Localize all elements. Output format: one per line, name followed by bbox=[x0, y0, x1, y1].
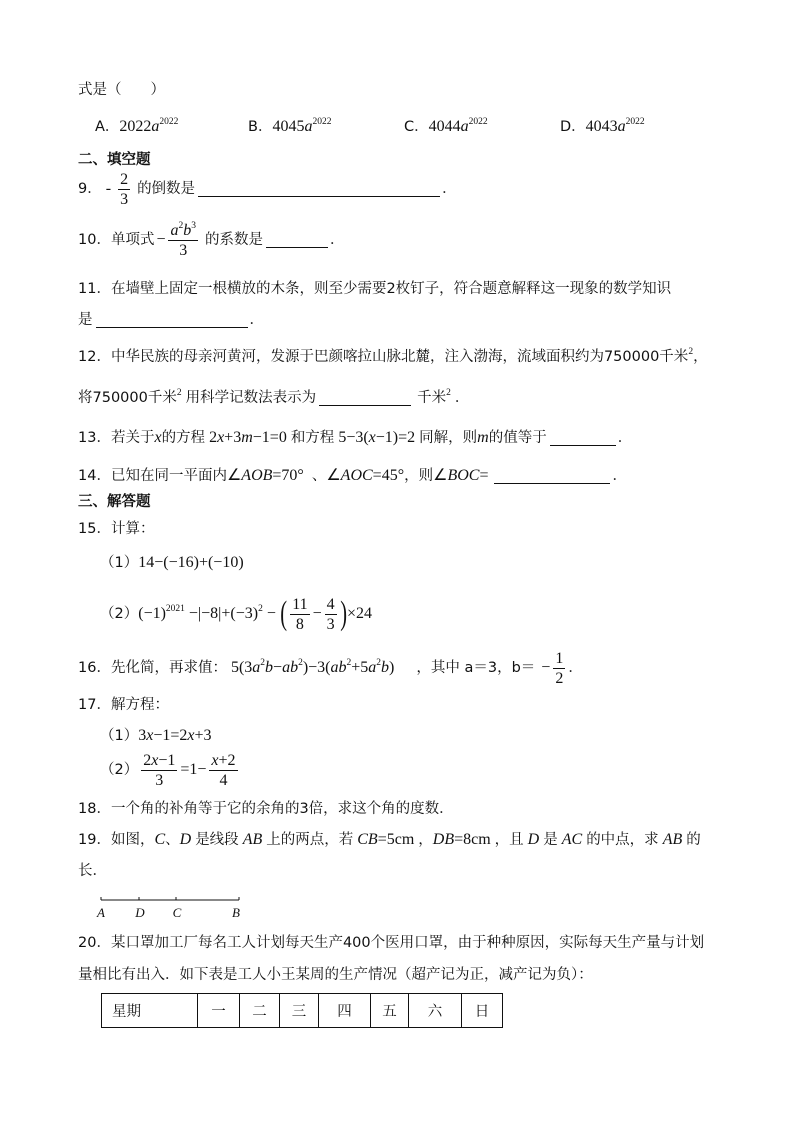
minus-sign: − bbox=[541, 659, 551, 676]
variable: m bbox=[241, 429, 253, 446]
fraction-denominator: 3 bbox=[179, 241, 188, 259]
question-16 bbox=[78, 648, 583, 688]
question-text: 和方程 bbox=[290, 430, 335, 446]
left-paren: ( bbox=[280, 595, 287, 632]
variable: b bbox=[265, 659, 274, 676]
math-token: −1=0 bbox=[252, 429, 287, 446]
answer-blank bbox=[198, 180, 440, 197]
part-label: （2） bbox=[100, 762, 139, 778]
end-mark: ． bbox=[454, 390, 470, 406]
variable: b bbox=[338, 659, 347, 676]
question-text: 是 bbox=[78, 312, 93, 328]
option-label: A． bbox=[95, 119, 120, 135]
table-cell: 星期 bbox=[102, 994, 198, 1028]
exponent: 2 bbox=[176, 388, 182, 398]
label-b: B bbox=[232, 905, 240, 920]
numerator-expression bbox=[143, 752, 175, 769]
exponent: 2 bbox=[376, 658, 382, 668]
segment-name: DB bbox=[432, 831, 455, 848]
point-name: C bbox=[154, 831, 166, 848]
question-14 bbox=[78, 456, 627, 496]
answer-blank bbox=[96, 311, 248, 328]
variable: b bbox=[381, 659, 390, 676]
math-token: −1=2 bbox=[153, 727, 188, 744]
minus-sign: - bbox=[105, 180, 112, 197]
variable: x bbox=[154, 429, 162, 446]
math-token: −1 bbox=[158, 751, 176, 769]
variable: b bbox=[290, 659, 299, 676]
exponent: 2022 bbox=[159, 117, 179, 127]
question-text: 同解，则 bbox=[419, 430, 478, 446]
variable: x bbox=[217, 429, 225, 446]
option-expression bbox=[119, 117, 178, 137]
question-8-stem-tail bbox=[78, 70, 165, 110]
math-token: +3 bbox=[224, 429, 242, 446]
exponent: 2022 bbox=[468, 117, 488, 127]
option-label: B． bbox=[248, 119, 273, 135]
option-d bbox=[560, 107, 645, 147]
question-text: 用科学记数法表示为 bbox=[185, 390, 317, 406]
segment-name: AC bbox=[561, 831, 583, 848]
option-c bbox=[404, 107, 488, 147]
question-text: 式是（ ） bbox=[78, 82, 165, 98]
variable: a bbox=[252, 659, 261, 676]
part-label: （1） bbox=[100, 555, 139, 571]
point-name: D bbox=[179, 831, 192, 848]
power-term bbox=[138, 604, 185, 624]
option-expression bbox=[272, 117, 331, 137]
exponent: 2 bbox=[260, 658, 266, 668]
math-token: 3 bbox=[138, 727, 147, 744]
end-mark: ． bbox=[249, 312, 264, 328]
fraction-denominator: 4 bbox=[219, 771, 228, 789]
fraction-numerator bbox=[168, 222, 198, 241]
exponent: 2 bbox=[258, 604, 263, 614]
table-cell: 四 bbox=[319, 994, 371, 1028]
question-text: 单项式 bbox=[110, 232, 155, 248]
variable: a bbox=[170, 221, 179, 239]
coefficient: 4045 bbox=[272, 118, 305, 135]
table-cell: 日 bbox=[462, 994, 503, 1028]
fraction-denominator: 2 bbox=[555, 669, 564, 687]
point-name: D bbox=[527, 831, 540, 848]
question-text: 的中点，求 bbox=[586, 832, 659, 848]
question-17-part-2 bbox=[100, 750, 241, 790]
fraction-denominator: 3 bbox=[155, 771, 164, 789]
angle-value: =70° bbox=[272, 467, 304, 484]
equation-1 bbox=[209, 428, 287, 448]
variable: a bbox=[330, 659, 339, 676]
option-expression bbox=[586, 117, 645, 137]
answer-blank bbox=[319, 389, 411, 406]
equation-2 bbox=[338, 428, 415, 448]
variable: a bbox=[617, 118, 626, 135]
answer-blank bbox=[266, 231, 328, 248]
angle-aoc bbox=[326, 466, 404, 486]
segment-name: AB bbox=[662, 831, 683, 848]
question-text: 的 bbox=[686, 832, 701, 848]
separator: 、 bbox=[311, 468, 327, 484]
fraction bbox=[141, 752, 177, 789]
variable: b bbox=[183, 221, 192, 239]
question-text: 长． bbox=[78, 863, 107, 879]
question-19-line-2 bbox=[78, 851, 107, 891]
exponent: 2 bbox=[446, 388, 451, 398]
fraction bbox=[325, 596, 337, 633]
variable: a bbox=[460, 118, 469, 135]
question-12-line-1 bbox=[78, 337, 708, 377]
label-c: C bbox=[172, 905, 182, 920]
right-paren: ) bbox=[339, 595, 347, 632]
end-mark: ． bbox=[617, 430, 633, 446]
section-title: 三、解答题 bbox=[78, 494, 151, 510]
math-token: (−1) bbox=[138, 605, 166, 622]
fraction-numerator: 1 bbox=[555, 649, 564, 667]
variable: x bbox=[187, 727, 195, 744]
production-table bbox=[101, 993, 503, 1028]
section-title: 二、填空题 bbox=[78, 152, 151, 168]
question-number: 13． bbox=[78, 430, 111, 446]
question-text: 20．某口罩加工厂每名工人计划每天生产400个医用口罩，由于种种原因，实际每天生产量与计划 bbox=[78, 935, 705, 951]
table-cell: 三 bbox=[280, 994, 319, 1028]
equals: = bbox=[479, 467, 489, 484]
text: ， bbox=[693, 349, 708, 365]
exponent: 3 bbox=[191, 220, 196, 231]
angle-name: BOC bbox=[447, 467, 480, 484]
question-text: 19．如图， bbox=[78, 832, 155, 848]
question-text: 若关于 bbox=[110, 430, 155, 446]
answer-blank bbox=[550, 429, 616, 446]
answer-blank bbox=[494, 467, 610, 484]
label-d: D bbox=[135, 905, 145, 920]
exponent: 2022 bbox=[312, 117, 332, 127]
math-token: −1)=2 bbox=[375, 429, 416, 446]
fraction-numerator bbox=[141, 752, 177, 771]
text: 12．中华民族的母亲河黄河，发源于巴颜喀拉山脉北麓，注入渤海，流域面积约为750000千米 bbox=[78, 349, 689, 365]
coefficient: 2022 bbox=[119, 118, 152, 135]
table-cell: 二 bbox=[240, 994, 280, 1028]
question-text: 11．在墙壁上固定一根横放的木条，则至少需要2枚钉子，符合题意解释这一现象的数学知识 bbox=[78, 281, 672, 297]
fraction bbox=[209, 752, 237, 789]
exponent: 2022 bbox=[625, 117, 645, 127]
question-text: 的倒数是 bbox=[137, 181, 196, 197]
variable: x bbox=[211, 751, 219, 769]
question-15-part-1 bbox=[100, 543, 244, 583]
question-text: 是线段 bbox=[195, 832, 239, 848]
question-text bbox=[78, 347, 708, 367]
question-15-part-2 bbox=[100, 594, 372, 634]
variable: a bbox=[368, 659, 377, 676]
question-text: ，且 bbox=[494, 832, 524, 848]
question-text: 已知在同一平面内 bbox=[110, 468, 227, 484]
math-token: ) bbox=[389, 659, 395, 676]
end-mark: ． bbox=[329, 232, 345, 248]
math-token: )−3( bbox=[302, 659, 331, 676]
text: 将750000千米 bbox=[78, 390, 177, 406]
math-token: =8cm bbox=[454, 831, 491, 848]
math-token: − bbox=[273, 659, 283, 676]
end-mark: ． bbox=[568, 660, 583, 676]
math-token: +3 bbox=[194, 727, 212, 744]
angle-symbol: ∠ bbox=[326, 467, 341, 484]
question-number: 9． bbox=[78, 181, 102, 197]
question-text bbox=[78, 388, 182, 408]
option-label: C． bbox=[404, 119, 429, 135]
question-text: 量相比有出入．如下表是工人小王某周的生产情况（超产记为正，减产记为负）： bbox=[78, 967, 593, 983]
question-text: 的值等于 bbox=[488, 430, 547, 446]
fraction-numerator: 11 bbox=[292, 595, 308, 613]
end-mark: ． bbox=[612, 468, 627, 484]
numerator-expression bbox=[211, 752, 235, 769]
question-text: 16．先化简，再求值： bbox=[78, 660, 227, 676]
minus-sign: − bbox=[312, 605, 322, 622]
variable: x bbox=[151, 751, 159, 769]
question-20-line-2 bbox=[78, 955, 593, 995]
angle-name: AOB bbox=[241, 467, 273, 484]
angle-aob bbox=[227, 466, 304, 486]
option-label: D． bbox=[560, 119, 586, 135]
segment-name: CB bbox=[357, 831, 378, 848]
question-text: ，其中 a＝3，b＝ bbox=[416, 660, 536, 676]
question-9 bbox=[78, 169, 457, 209]
fraction-denominator: 8 bbox=[295, 615, 304, 633]
math-token: 5−3( bbox=[338, 429, 369, 446]
segment-name: AB bbox=[242, 831, 263, 848]
fraction-numerator: 4 bbox=[326, 595, 335, 613]
part-label: （2） bbox=[100, 606, 139, 622]
fraction-numerator: 2 bbox=[120, 170, 129, 188]
angle-boc bbox=[433, 466, 488, 486]
math-token: 2 bbox=[143, 751, 152, 769]
expression: 14−(−16)+(−10) bbox=[138, 554, 244, 571]
variable: m bbox=[477, 429, 489, 446]
variable: a bbox=[304, 118, 313, 135]
question-text: 、 bbox=[165, 832, 180, 848]
segment-figure bbox=[92, 888, 252, 922]
question-19-line-1 bbox=[78, 820, 701, 860]
math-token: 2 bbox=[209, 429, 218, 446]
math-token: =5cm bbox=[377, 831, 415, 848]
math-token: +2 bbox=[218, 751, 236, 769]
table-cell: 五 bbox=[371, 994, 409, 1028]
question-number: 14． bbox=[78, 468, 111, 484]
fraction bbox=[168, 222, 198, 259]
equation bbox=[138, 726, 211, 746]
question-number: 10． bbox=[78, 232, 111, 248]
question-text: 17．解方程： bbox=[78, 697, 169, 713]
question-text: 的方程 bbox=[161, 430, 206, 446]
unit bbox=[417, 388, 451, 408]
question-text: 18．一个角的补角等于它的余角的3倍，求这个角的度数． bbox=[78, 801, 454, 817]
math-token: ×24 bbox=[346, 605, 372, 622]
coefficient: 4044 bbox=[428, 118, 461, 135]
text: 千米 bbox=[417, 390, 447, 406]
label-a: A bbox=[97, 905, 105, 920]
end-mark: ． bbox=[442, 181, 457, 197]
option-b bbox=[248, 107, 331, 147]
angle-symbol: ∠ bbox=[226, 467, 242, 484]
variable: x bbox=[368, 429, 376, 446]
fraction bbox=[553, 650, 565, 687]
variable: x bbox=[146, 727, 154, 744]
math-token: 5(3 bbox=[230, 659, 253, 676]
monomial bbox=[170, 222, 196, 239]
question-12-line-2 bbox=[78, 378, 469, 418]
exponent: 2 bbox=[346, 658, 352, 668]
question-text: ，则 bbox=[404, 468, 434, 484]
variable: a bbox=[151, 118, 160, 135]
angle-value: =45° bbox=[372, 467, 405, 484]
math-token: −|−8|+(−3) bbox=[188, 605, 259, 622]
question-10 bbox=[78, 220, 344, 260]
coefficient: 4043 bbox=[585, 118, 618, 135]
question-text: 上的两点，若 bbox=[266, 832, 354, 848]
fraction-denominator: 3 bbox=[120, 190, 129, 208]
minus-sign: − bbox=[156, 231, 166, 248]
angle-symbol: ∠ bbox=[433, 467, 448, 484]
table-cell: 六 bbox=[409, 994, 462, 1028]
exponent: 2 bbox=[178, 220, 184, 231]
table-cell: 一 bbox=[198, 994, 240, 1028]
fraction-denominator: 3 bbox=[326, 615, 335, 633]
math-token: +5 bbox=[351, 659, 369, 676]
angle-name: AOC bbox=[340, 467, 373, 484]
table-header-row bbox=[102, 994, 503, 1028]
expression bbox=[231, 658, 394, 678]
exponent: 2021 bbox=[165, 604, 185, 614]
power-term bbox=[189, 604, 263, 624]
minus-sign: − bbox=[266, 605, 276, 622]
fraction bbox=[118, 171, 130, 208]
option-expression bbox=[429, 117, 488, 137]
variable: a bbox=[282, 659, 291, 676]
exponent: 2 bbox=[688, 347, 694, 357]
fraction-numerator bbox=[209, 752, 237, 771]
exponent: 2 bbox=[298, 658, 303, 668]
fraction bbox=[290, 596, 309, 633]
question-text: 15．计算： bbox=[78, 521, 155, 537]
question-13 bbox=[78, 418, 632, 458]
math-token: =1− bbox=[180, 761, 207, 778]
question-text: 的系数是 bbox=[204, 232, 263, 248]
part-label: （1） bbox=[100, 728, 139, 744]
question-text: ， bbox=[418, 832, 433, 848]
question-text: 是 bbox=[543, 832, 558, 848]
question-11-line-2 bbox=[78, 300, 264, 340]
